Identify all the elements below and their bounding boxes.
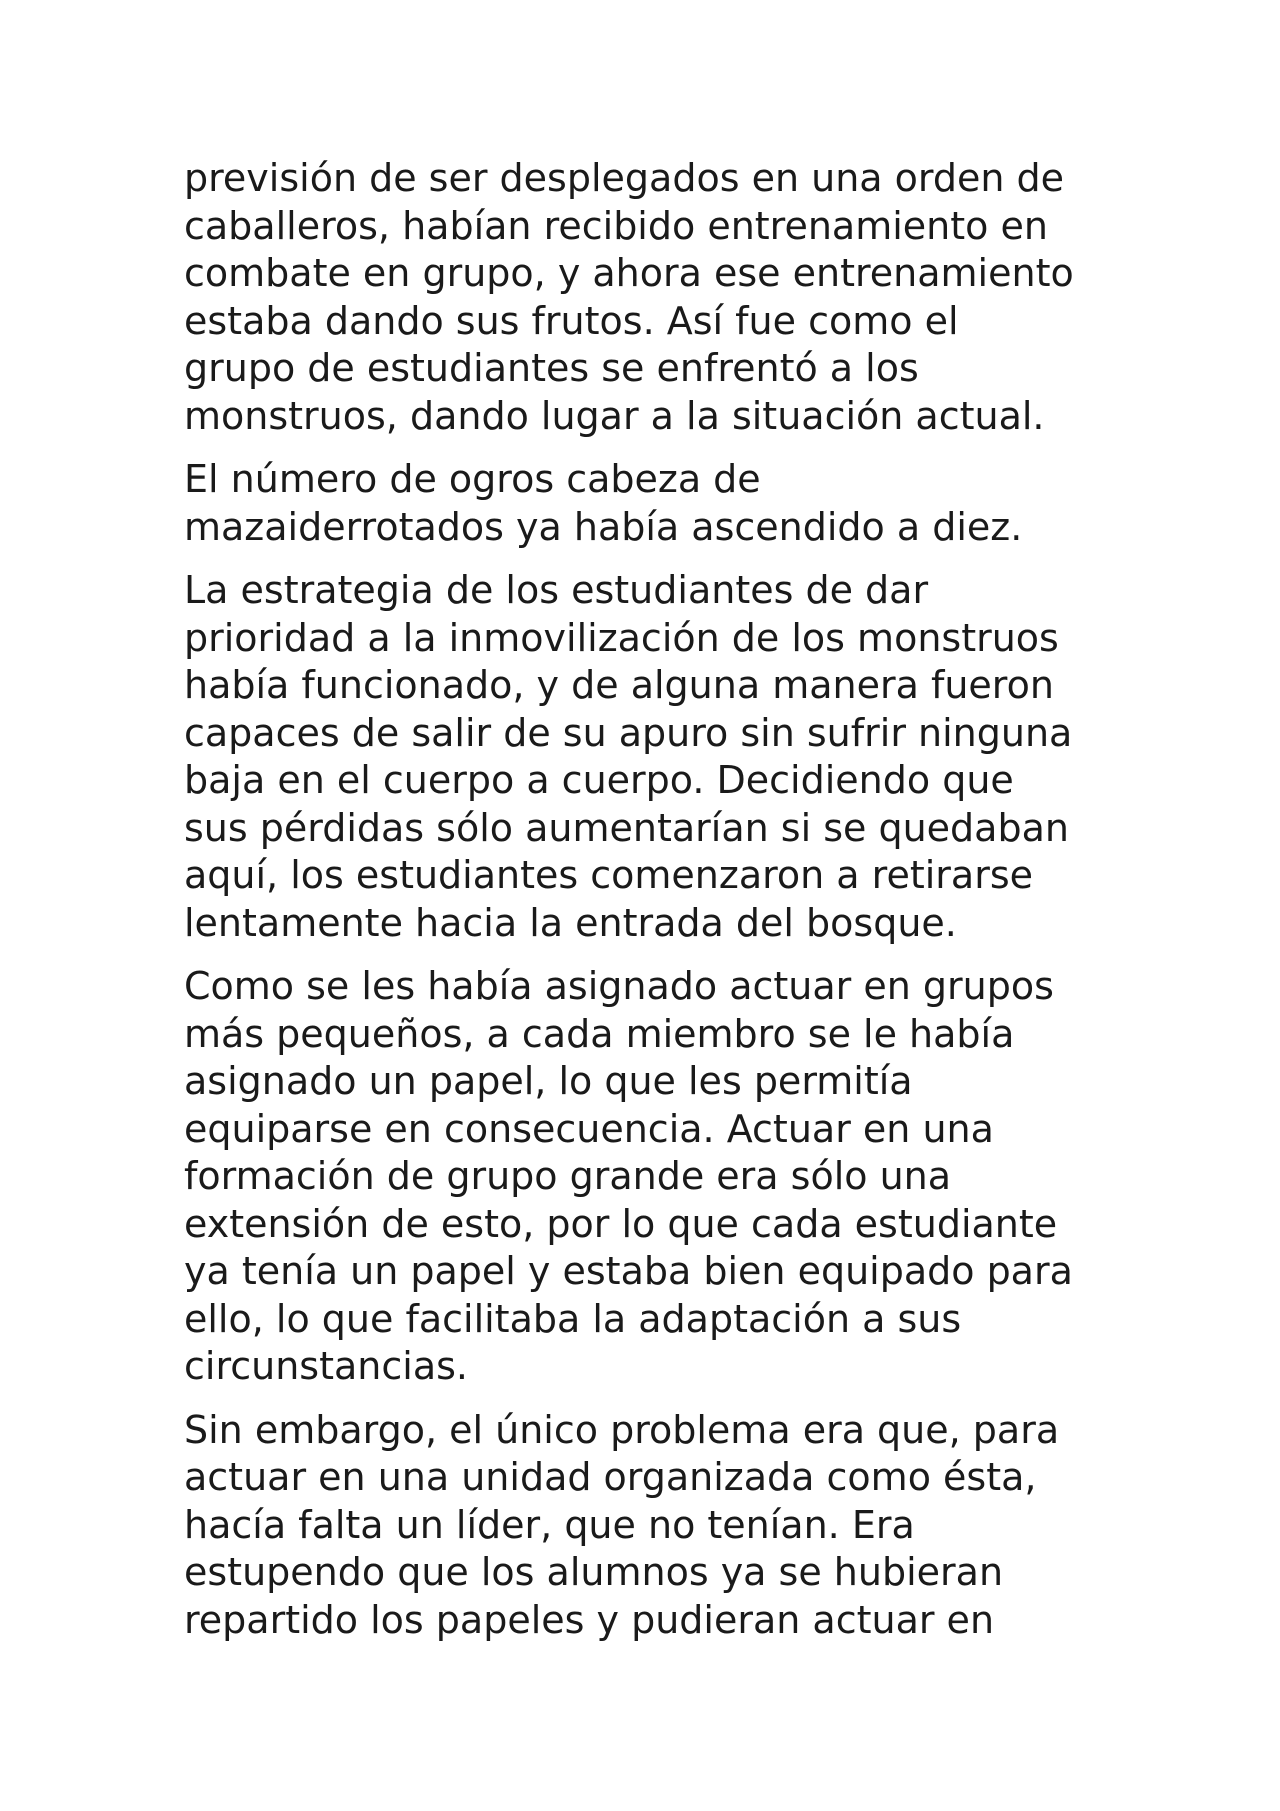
text-line: La estrategia de los estudiantes de dar [184,568,929,612]
text-line: formación de grupo grande era sólo una [184,1154,952,1198]
text-line: hacía falta un líder, que no tenían. Era [184,1502,915,1547]
paragraph-2 [184,456,1124,551]
text-line: más pequeños, a cada miembro se le había [184,1011,1015,1056]
text-line: El número de ogros cabeza de [184,457,761,501]
text-line: ello, lo que facilitaba la adaptación a sus [184,1296,962,1341]
text-line: mazaiderrotados ya había ascendido a diez. [184,504,1023,549]
text-line: ya tenía un papel y estaba bien equipado para [184,1249,1073,1293]
text-line: lentamente hacia la entrada del bosque. [184,900,957,945]
text-line: circunstancias. [184,1344,468,1388]
text-line: había funcionado, y de alguna manera fueron [184,663,1054,707]
text-line: estupendo que los alumnos ya se hubieran [184,1550,1004,1594]
text-line: repartido los papeles y pudieran actuar en [184,1597,995,1642]
text-line: aquí, los estudiantes comenzaron a retirarse [184,853,1034,897]
text-line: actuar en una unidad organizada como ésta, [184,1455,1037,1499]
paragraph-3 [184,567,1124,947]
text-line: capaces de salir de su apuro sin sufrir ninguna [184,710,1073,755]
text-column [184,155,1124,1660]
text-line: Como se les había asignado actuar en grupos [184,964,1054,1008]
text-line: combate en grupo, y ahora ese entrenamiento [184,251,1074,295]
text-line: baja en el cuerpo a cuerpo. Decidiendo que [184,758,1014,802]
text-line: monstruos, dando lugar a la situación actual. [184,393,1045,438]
text-line: equiparse en consecuencia. Actuar en una [184,1106,994,1151]
text-line: Sin embargo, el único problema era que, para [184,1407,1060,1452]
paragraph-5 [184,1407,1124,1645]
text-line: sus pérdidas sólo aumentarían si se quedaban [184,805,1069,850]
paragraph-4 [184,963,1124,1391]
text-line: grupo de estudiantes se enfrentó a los [184,346,919,390]
text-line: extensión de esto, por lo que cada estudiante [184,1201,1058,1246]
text-line: caballeros, habían recibido entrenamiento en [184,203,1048,248]
text-line: estaba dando sus frutos. Así fue como el [184,298,959,343]
text-line: prioridad a la inmovilización de los monstruos [184,615,1059,660]
text-line: asignado un papel, lo que les permitía [184,1059,913,1103]
text-line: previsión de ser desplegados en una orden de [184,156,1065,200]
paragraph-1 [184,155,1124,440]
